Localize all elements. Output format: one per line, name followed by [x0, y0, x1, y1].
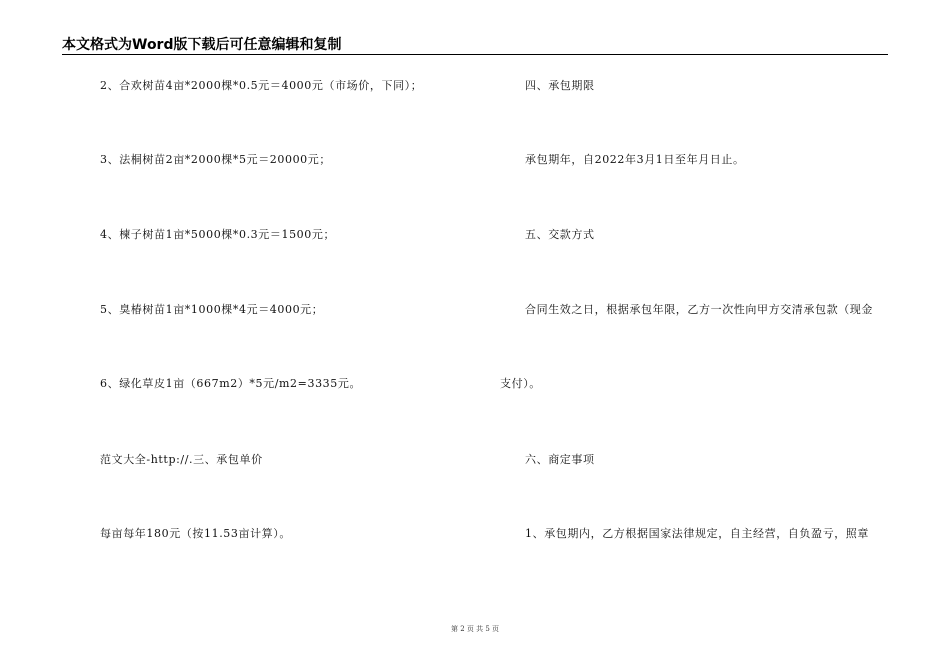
right-line-6: 六、商定事项 — [525, 453, 595, 466]
page-number-footer: 第 2 页 共 5 页 — [450, 625, 500, 633]
header-divider — [62, 54, 888, 55]
left-line-3: 4、楝子树苗1亩*5000棵*0.3元＝1500元； — [100, 228, 336, 241]
left-line-4: 5、臭椿树苗1亩*1000棵*4元＝4000元； — [100, 303, 324, 316]
left-line-5: 6、绿化草皮1亩（667m2）*5元/m2=3335元。 — [100, 377, 362, 390]
left-line-2: 3、法桐树苗2亩*2000棵*5元＝20000元； — [100, 153, 331, 166]
right-line-1: 四、承包期限 — [525, 79, 595, 92]
left-line-7: 每亩每年180元（按11.53亩计算）。 — [100, 527, 291, 540]
right-line-4: 合同生效之日，根据承包年限，乙方一次性向甲方交清承包款（现金 — [525, 303, 873, 316]
right-line-3: 五、交款方式 — [525, 228, 595, 241]
right-line-7: 1、承包期内，乙方根据国家法律规定，自主经营，自负盈亏，照章 — [525, 527, 869, 540]
right-line-5: 支付）。 — [500, 377, 541, 390]
right-line-2: 承包期年，自2022年3月1日至年月日止。 — [525, 153, 745, 166]
document-header-title: 本文格式为Word版下载后可任意编辑和复制 — [62, 37, 342, 53]
left-line-1: 2、合欢树苗4亩*2000棵*0.5元＝4000元（市场价，下同）； — [100, 79, 423, 92]
left-line-6: 范文大全-http://.三、承包单价 — [100, 453, 263, 466]
